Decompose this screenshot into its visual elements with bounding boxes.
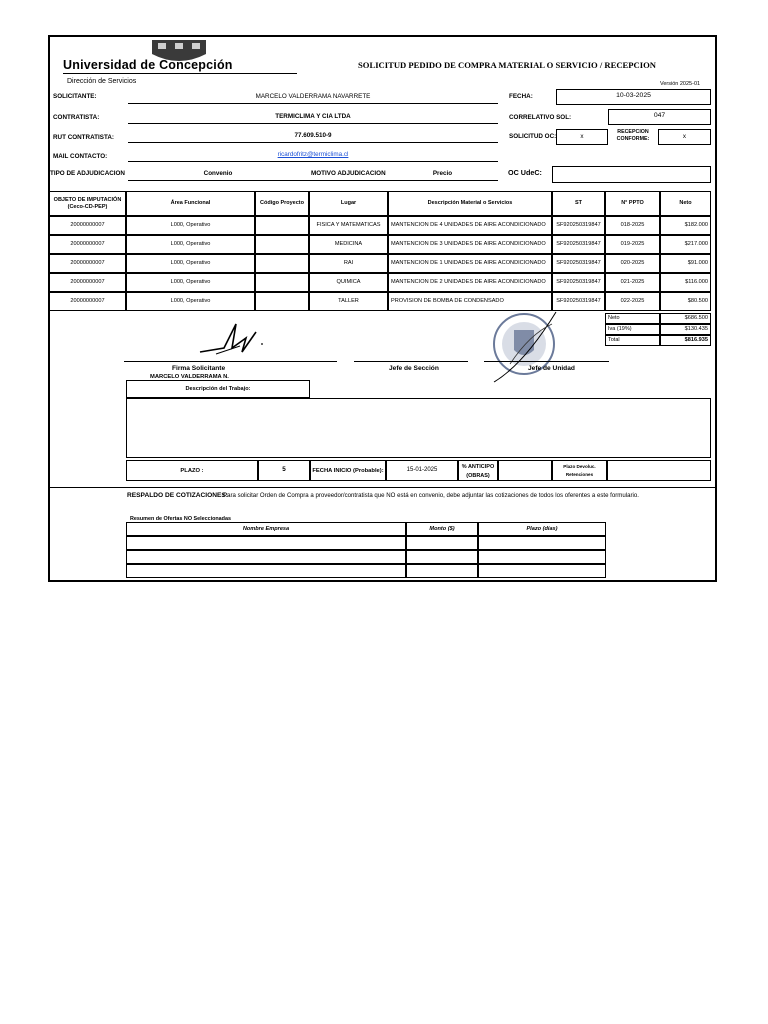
table-row-4-lugar: QUIMICA — [309, 273, 388, 292]
anticipo-field[interactable] — [498, 460, 552, 481]
plazo-devol-field[interactable] — [607, 460, 711, 481]
solicitante-label: SOLICITANTE: — [53, 93, 97, 100]
table-row-2-neto: $217.000 — [660, 235, 711, 254]
total-label-2: Iva (19%) — [605, 324, 660, 335]
table-row-1-area: L000, Operativo — [126, 216, 255, 235]
anticipo-label: % ANTICIPO — [461, 464, 495, 470]
mail-label: MAIL CONTACTO: — [53, 153, 108, 160]
table-row-2-descripcion: MANTENCION DE 3 UNIDADES DE AIRE ACONDICIONADO — [388, 235, 552, 254]
table-row-3-descripcion: MANTENCION DE 1 UNIDADES DE AIRE ACONDICIONADO — [388, 254, 552, 273]
table-row-4-ppto: 021-2025 — [605, 273, 660, 292]
ofertas-header-3: Plazo (días) — [478, 522, 606, 536]
header-codigo: Código Proyecto — [255, 191, 309, 216]
correlativo-label: CORRELATIVO SOL: — [509, 114, 572, 121]
table-row-4-descripcion: MANTENCION DE 2 UNIDADES DE AIRE ACONDICIONADO — [388, 273, 552, 292]
table-row-1-descripcion: MANTENCION DE 4 UNIDADES DE AIRE ACONDICIONADO — [388, 216, 552, 235]
header-area: Área Funcional — [126, 191, 255, 216]
ofertas-row-2-col-3[interactable] — [478, 550, 606, 564]
table-row-2-st: SF920250319847 — [552, 235, 605, 254]
rut-label: RUT CONTRATISTA: — [53, 134, 114, 141]
table-row-4-area: L000, Operativo — [126, 273, 255, 292]
table-row-3-objeto: 20000000007 — [49, 254, 126, 273]
tipo-value: Convenio — [203, 170, 233, 177]
plazo-devol-label: Plazo Devoluc. — [563, 464, 596, 469]
tipo-label: TIPO DE ADJUDICACION — [50, 170, 125, 177]
contratista-value: TERMICLIMA Y CIA LTDA — [275, 113, 351, 120]
desc-trabajo-label: Descripción del Trabajo: — [185, 386, 251, 392]
header-descripcion: Descripción Material o Servicios — [388, 191, 552, 216]
department-name: Dirección de Servicios — [67, 78, 137, 85]
ofertas-row-1-col-2[interactable] — [406, 536, 478, 550]
table-row-5-objeto: 20000000007 — [49, 292, 126, 311]
fecha-label: FECHA: — [509, 93, 533, 100]
jefe-seccion-label: Jefe de Sección — [389, 365, 439, 372]
ofertas-row-3-col-1[interactable] — [126, 564, 406, 578]
table-row-5-neto: $80.500 — [660, 292, 711, 311]
version-label: Versión 2025-01 — [660, 81, 701, 87]
table-row-5-codigo — [255, 292, 309, 311]
header-ppto: N° PPTO — [605, 191, 660, 216]
firma-name: MARCELO VALDERRAMA N. — [150, 374, 229, 380]
header-lugar: Lugar — [309, 191, 388, 216]
ofertas-header-1: Nombre Empresa — [126, 522, 406, 536]
plazo-value: 5 — [282, 466, 286, 473]
plazo-label: PLAZO : — [180, 468, 204, 474]
table-row-1-neto: $182.000 — [660, 216, 711, 235]
firma-solicitante-label: Firma Solicitante — [172, 365, 226, 372]
table-row-2-lugar: MEDICINA — [309, 235, 388, 254]
table-row-4-codigo — [255, 273, 309, 292]
fecha-inicio-label: FECHA INICIO (Probable): — [312, 468, 384, 474]
contratista-label: CONTRATISTA: — [53, 114, 100, 121]
correlativo-value: 047 — [653, 112, 666, 119]
table-row-5-area: L000, Operativo — [126, 292, 255, 311]
table-row-3-neto: $91.000 — [660, 254, 711, 273]
total-value-1: $686.500 — [660, 313, 711, 324]
university-name: Universidad de Concepción — [63, 58, 233, 72]
total-label-1: Neto — [605, 313, 660, 324]
table-row-4-neto: $116.000 — [660, 273, 711, 292]
official-stamp-icon — [484, 304, 564, 390]
motivo-label: MOTIVO ADJUDICACION — [311, 170, 386, 177]
solicitud-oc-label: SOLICITUD OC: — [509, 133, 557, 140]
fecha-inicio-value: 15-01-2025 — [406, 467, 438, 473]
rut-value: 77.609.510-9 — [294, 132, 332, 139]
table-row-4-st: SF920250319847 — [552, 273, 605, 292]
ofertas-row-2-col-1[interactable] — [126, 550, 406, 564]
plazo-devol-sublabel: Retenciones — [565, 472, 594, 477]
signature-icon — [196, 318, 276, 360]
solicitante-value: MARCELO VALDERRAMA NAVARRETE — [255, 93, 371, 100]
table-row-5-ppto: 022-2025 — [605, 292, 660, 311]
table-row-3-lugar: RAI — [309, 254, 388, 273]
table-row-1-st: SF920250319847 — [552, 216, 605, 235]
solicitud-oc-value: x — [580, 133, 584, 140]
table-row-1-codigo — [255, 216, 309, 235]
table-row-5-lugar: TALLER — [309, 292, 388, 311]
table-row-5-st: SF920250319847 — [552, 292, 605, 311]
total-value-3: $816.935 — [660, 335, 711, 346]
table-row-1-ppto: 018-2025 — [605, 216, 660, 235]
table-row-4-objeto: 20000000007 — [49, 273, 126, 292]
ofertas-row-3-col-3[interactable] — [478, 564, 606, 578]
table-row-3-ppto: 020-2025 — [605, 254, 660, 273]
respaldo-label: RESPALDO DE COTIZACIONES: — [127, 492, 228, 499]
table-row-2-ppto: 019-2025 — [605, 235, 660, 254]
motivo-value: Precio — [432, 170, 453, 177]
table-row-3-st: SF920250319847 — [552, 254, 605, 273]
respaldo-text: Para solicitar Orden de Compra a proveedor/contratista que NO está en convenio, debe adjuntar las cotizaciones de todos los oferentes a este formulario. — [223, 492, 639, 499]
header-st: ST — [552, 191, 605, 216]
table-row-1-lugar: FISICA Y MATEMATICAS — [309, 216, 388, 235]
oc-udec-field[interactable] — [552, 166, 711, 183]
logo-underline — [63, 73, 297, 74]
desc-trabajo-field[interactable] — [126, 398, 711, 458]
ofertas-header-2: Monto ($) — [406, 522, 478, 536]
jefe-unidad-label: Jefe de Unidad — [528, 365, 575, 372]
fecha-value: 10-03-2025 — [616, 92, 651, 99]
table-row-2-objeto: 20000000007 — [49, 235, 126, 254]
ofertas-row-1-col-3[interactable] — [478, 536, 606, 550]
table-row-2-codigo — [255, 235, 309, 254]
mail-link[interactable]: ricardofritz@termiclima.cl — [277, 151, 349, 158]
ofertas-row-3-col-2[interactable] — [406, 564, 478, 578]
form-title: SOLICITUD PEDIDO DE COMPRA MATERIAL O SERVICIO / RECEPCION — [358, 60, 656, 70]
table-row-5-descripcion: PROVISION DE BOMBA DE CONDENSADO — [388, 292, 552, 311]
recepcion-label: RECEPCION CONFORME: — [616, 129, 650, 142]
header-objeto: OBJETO DE IMPUTACIÓN (Ceco-CD-PEP) — [49, 191, 126, 216]
resumen-label: Resumen de Ofertas NO Seleccionadas — [130, 516, 231, 522]
total-label-3: Total — [605, 335, 660, 346]
ofertas-row-2-col-2[interactable] — [406, 550, 478, 564]
table-row-3-codigo — [255, 254, 309, 273]
oc-udec-label: OC UdeC: — [508, 168, 542, 177]
ofertas-row-1-col-1[interactable] — [126, 536, 406, 550]
table-row-2-area: L000, Operativo — [126, 235, 255, 254]
table-row-3-area: L000, Operativo — [126, 254, 255, 273]
table-row-1-objeto: 20000000007 — [49, 216, 126, 235]
anticipo-sublabel: (OBRAS) — [466, 473, 490, 479]
recepcion-value: x — [682, 133, 687, 140]
total-value-2: $130.435 — [660, 324, 711, 335]
header-neto: Neto — [660, 191, 711, 216]
